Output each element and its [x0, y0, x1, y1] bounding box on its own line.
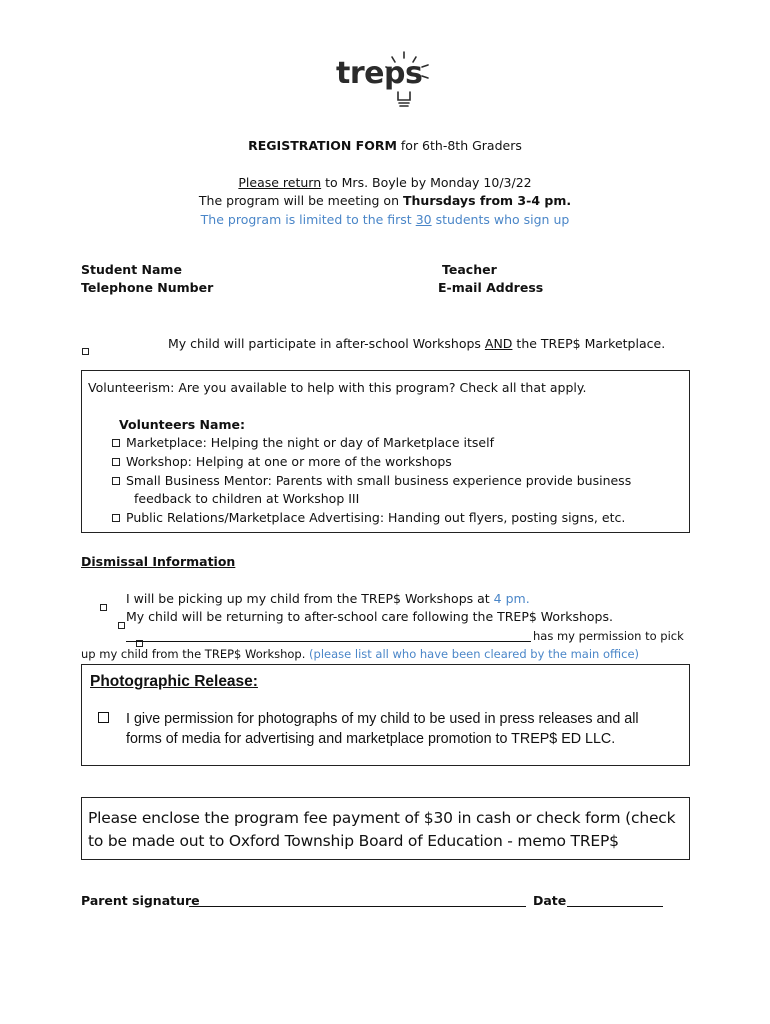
- limit-post: students who sign up: [435, 212, 570, 227]
- volunteer-box: [81, 370, 690, 533]
- fee-box: [81, 797, 690, 860]
- limit-pre: The program is limited to the first: [200, 212, 412, 227]
- permission-note: (please list all who have been cleared by the main office): [309, 647, 640, 661]
- volunteer-option-workshop[interactable]: [112, 453, 452, 471]
- checkbox[interactable]: [112, 477, 120, 485]
- student-name-label: Student Name: [81, 262, 182, 277]
- pickup-pre: I will be picking up my child from the TREP$ Workshops at: [126, 591, 490, 606]
- treps-logo: [330, 48, 440, 112]
- volunteer-option-pr[interactable]: [112, 509, 625, 527]
- option-label: Marketplace: Helping the night or day of Marketplace itself: [126, 435, 494, 450]
- email-label: E-mail Address: [438, 280, 544, 295]
- meeting-bold: Thursdays from 3-4 pm.: [403, 193, 572, 208]
- title-bold: REGISTRATION FORM: [248, 138, 397, 153]
- dismissal-heading: Dismissal Information: [81, 554, 236, 569]
- date-label: Date: [533, 893, 567, 908]
- photo-checkbox[interactable]: [98, 712, 109, 723]
- meeting-line: [0, 192, 770, 210]
- volunteer-name-label: Volunteers Name:: [119, 417, 245, 432]
- return-rest: to Mrs. Boyle by Monday 10/3/22: [325, 175, 532, 190]
- parent-signature-row: [81, 892, 200, 910]
- permission-line2-text: up my child from the TREP$ Workshop.: [81, 647, 306, 661]
- permission-name-line[interactable]: [126, 641, 531, 642]
- photo-release-box: [81, 664, 690, 766]
- aftercare-text: My child will be returning to after-school care following the TREP$ Workshops.: [126, 609, 613, 624]
- pickup-checkbox[interactable]: [100, 604, 107, 611]
- parent-signature-label: Parent signature: [81, 893, 200, 908]
- participation-pre: My child will participate in after-school Workshops: [168, 336, 481, 351]
- pickup-time: 4 pm.: [493, 591, 530, 606]
- option-label: Workshop: Helping at one or more of the workshops: [126, 454, 452, 469]
- date-line[interactable]: [567, 906, 663, 907]
- form-title: [0, 137, 770, 155]
- participation-checkbox[interactable]: [82, 348, 89, 355]
- teacher-label: Teacher: [442, 262, 497, 277]
- meeting-pre: The program will be meeting on: [198, 193, 400, 208]
- return-label: Please return: [238, 175, 322, 190]
- logo-text: treps: [336, 56, 423, 91]
- aftercare-checkbox[interactable]: [118, 622, 125, 629]
- photo-line1: I give permission for photographs of my child to be used in press releases and all: [126, 711, 639, 727]
- permission-line2: [81, 645, 639, 663]
- checkbox[interactable]: [112, 458, 120, 466]
- fee-line2: to be made out to Oxford Township Board of Education - memo TREP$: [88, 832, 619, 850]
- photo-heading: Photographic Release:: [90, 673, 258, 690]
- telephone-label: Telephone Number: [81, 280, 214, 295]
- volunteer-question: Volunteerism: Are you available to help with this program? Check all that apply.: [88, 380, 587, 395]
- participation-post: the TREP$ Marketplace.: [516, 336, 666, 351]
- volunteer-option-marketplace[interactable]: [112, 434, 494, 452]
- fee-line1: Please enclose the program fee payment of $30 in cash or check form (check: [88, 809, 676, 827]
- pickup-text: [126, 590, 530, 608]
- volunteer-option-mentor[interactable]: [112, 472, 631, 490]
- parent-signature-line[interactable]: [189, 906, 526, 907]
- lightbulb-icon: [330, 48, 440, 112]
- checkbox[interactable]: [112, 439, 120, 447]
- mentor-continuation: feedback to children at Workshop III: [134, 491, 360, 506]
- limit-line: [0, 211, 770, 229]
- limit-num: 30: [415, 212, 432, 227]
- option-label: Public Relations/Marketplace Advertising: Handing out flyers, posting signs, etc.: [126, 510, 626, 525]
- option-label: Small Business Mentor: Parents with small business experience provide business: [126, 473, 632, 488]
- photo-line2: forms of media for advertising and marketplace promotion to TREP$ ED LLC.: [126, 731, 616, 747]
- permission-post: has my permission to pick: [533, 629, 684, 643]
- participation-and: AND: [484, 336, 513, 351]
- return-line: [0, 174, 770, 192]
- title-rest: for 6th-8th Graders: [400, 138, 522, 153]
- participation-text: [168, 335, 665, 353]
- checkbox[interactable]: [112, 514, 120, 522]
